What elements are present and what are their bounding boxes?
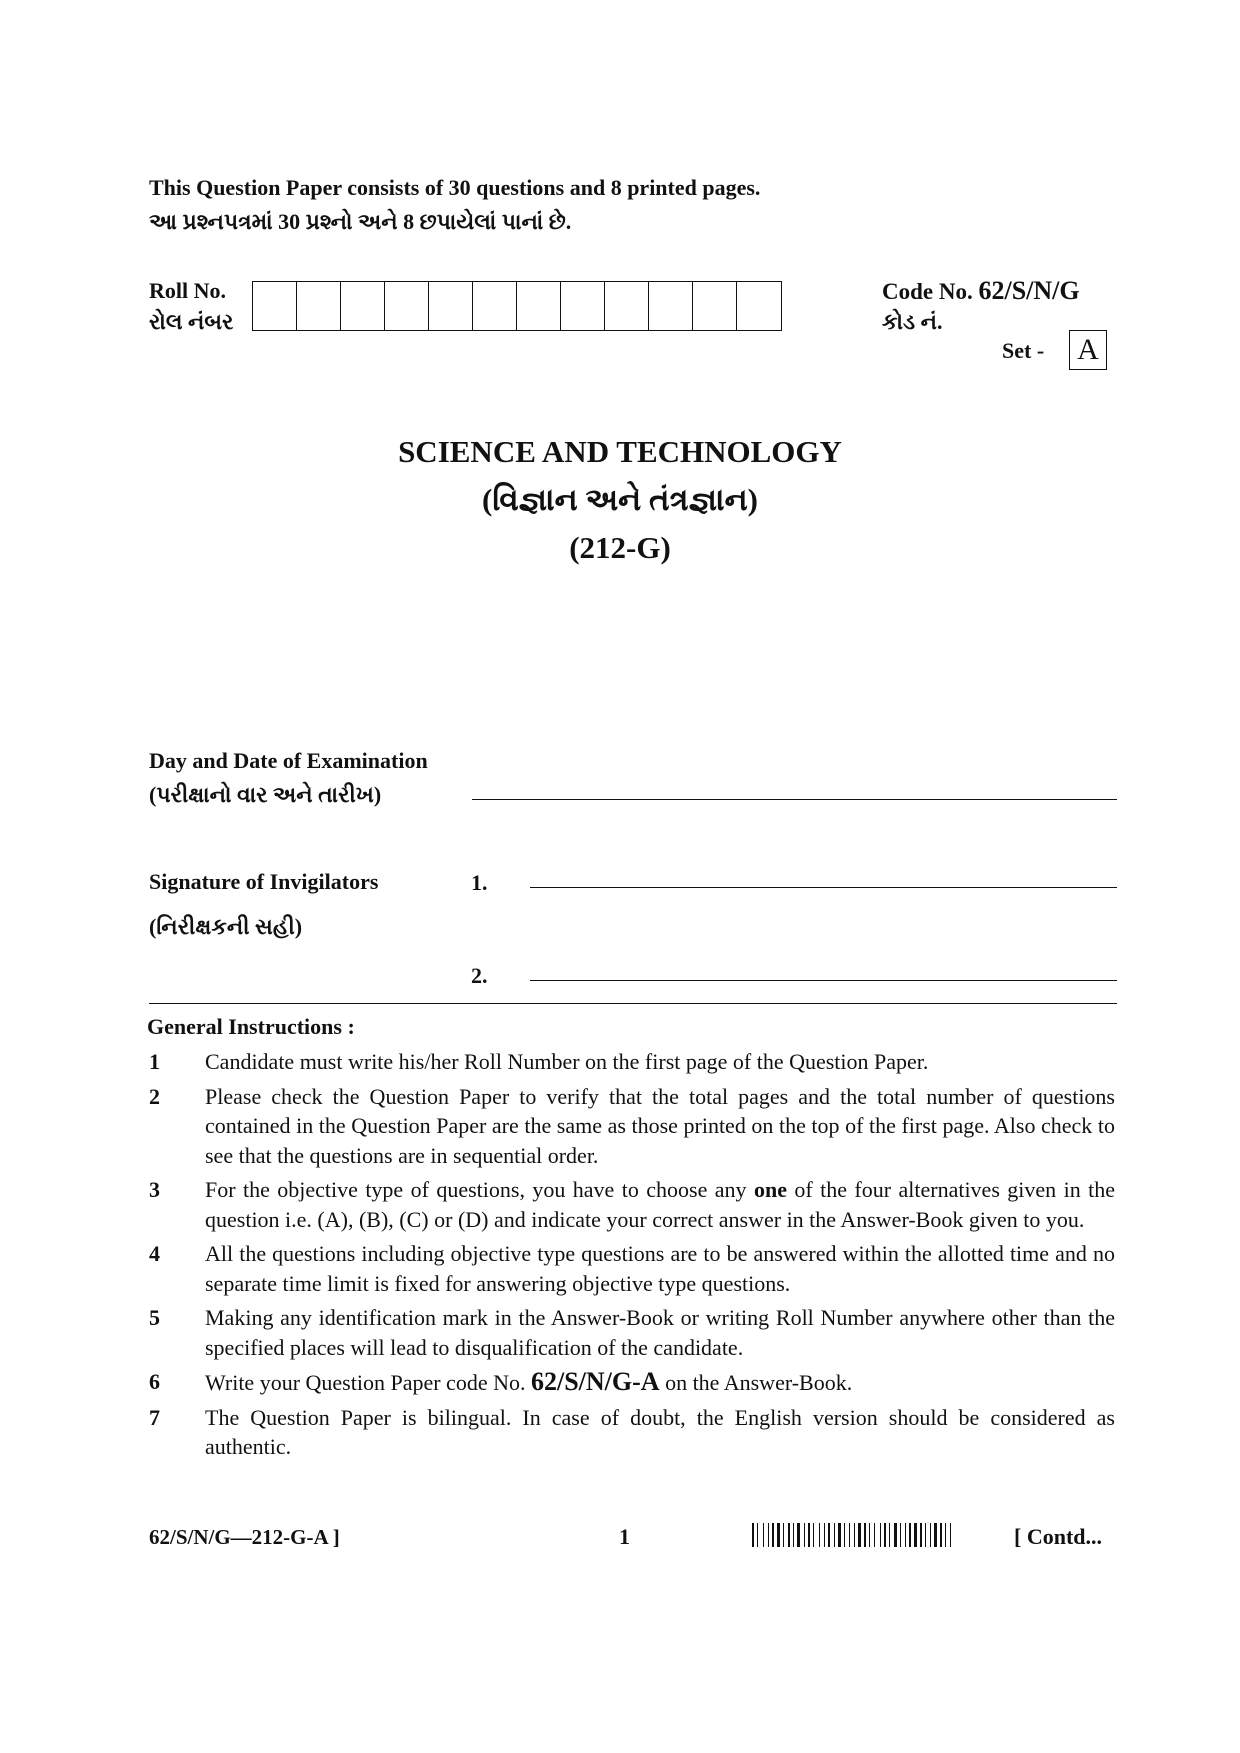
- barcode-bar: [757, 1523, 758, 1547]
- roll-box[interactable]: [649, 282, 693, 330]
- instruction-text: All the questions including objective type questions are to be answered within the allotted time and no separate time limit is fixed for answering objective type questions.: [205, 1241, 1115, 1296]
- barcode-bar: [918, 1523, 919, 1547]
- barcode-bar: [785, 1523, 787, 1547]
- barcode-bar: [876, 1523, 879, 1547]
- barcode-bar: [797, 1523, 800, 1547]
- instruction-item: [149, 1303, 1115, 1362]
- section-divider: [149, 1003, 1117, 1004]
- instruction-item: [149, 1367, 1115, 1398]
- roll-box[interactable]: [561, 282, 605, 330]
- barcode-bar: [874, 1523, 875, 1547]
- barcode-bar: [920, 1523, 922, 1547]
- barcode-bar: [775, 1523, 776, 1547]
- barcode-bar: [846, 1523, 848, 1547]
- roll-box[interactable]: [517, 282, 561, 330]
- roll-label-en: Roll No.: [149, 278, 226, 303]
- barcode-bar: [834, 1523, 835, 1547]
- instruction-text: [205, 1175, 1115, 1234]
- barcode-bar: [793, 1523, 794, 1547]
- barcode-bar: [795, 1523, 796, 1547]
- barcode-bar: [842, 1523, 843, 1547]
- instructions-heading: General Instructions :: [147, 1014, 355, 1039]
- paper-summary-en: This Question Paper consists of 30 questions and 8 printed pages.: [149, 175, 761, 200]
- barcode-bar: [806, 1523, 807, 1547]
- instruction-text-part: For the objective type of questions, you have to choose any: [205, 1177, 754, 1202]
- set-box: [1069, 330, 1107, 370]
- roll-box[interactable]: [737, 282, 781, 330]
- barcode-bar: [801, 1523, 803, 1547]
- set-label: Set -: [1002, 338, 1045, 363]
- instruction-text: The Question Paper is bilingual. In case of doubt, the English version should be considered as authentic.: [205, 1404, 1115, 1459]
- barcode-bar: [768, 1523, 769, 1547]
- roll-label-gu: રોલ નંબર: [149, 309, 234, 334]
- instruction-item: [149, 1175, 1115, 1234]
- roll-number-boxes[interactable]: [252, 281, 782, 331]
- barcode-bar: [765, 1523, 767, 1547]
- exam-date-label-gu: (પરીક્ષાનો વાર અને તારીખ): [149, 782, 382, 807]
- barcode-bar: [864, 1523, 866, 1547]
- barcode-bar: [772, 1523, 774, 1547]
- barcode-bar: [763, 1523, 764, 1547]
- barcode-bar: [867, 1523, 868, 1547]
- barcode-bar: [821, 1523, 823, 1547]
- barcode-bar: [869, 1523, 870, 1547]
- barcode-bar: [894, 1523, 897, 1547]
- invigilator-1-line[interactable]: [530, 887, 1117, 888]
- barcode-bar: [828, 1523, 830, 1547]
- barcode-bar: [914, 1523, 917, 1547]
- barcode-bar: [824, 1523, 825, 1547]
- barcode-bar: [838, 1523, 841, 1547]
- barcode-bar: [815, 1523, 818, 1547]
- barcode-bar: [804, 1523, 805, 1547]
- instruction-emphasis: one: [753, 1177, 787, 1202]
- barcode-bar: [884, 1523, 886, 1547]
- barcode-bar: [849, 1523, 850, 1547]
- barcode-bar: [759, 1523, 762, 1547]
- barcode-bar: [900, 1523, 901, 1547]
- barcode-bar: [826, 1523, 827, 1547]
- barcode-bar: [755, 1523, 756, 1547]
- barcode-bar: [947, 1523, 949, 1547]
- code-label-gu: કોડ નં.: [882, 309, 943, 334]
- barcode-image: [752, 1523, 989, 1547]
- barcode-bar: [808, 1523, 810, 1547]
- code-label: Code No.: [882, 279, 973, 304]
- barcode-bar: [770, 1523, 771, 1547]
- instruction-item: [149, 1047, 1115, 1077]
- barcode-bar: [938, 1523, 939, 1547]
- barcode-bar: [930, 1523, 931, 1547]
- instruction-number: 1: [149, 1049, 160, 1074]
- instruction-number: 7: [149, 1404, 160, 1430]
- code-value: 62/S/N/G: [978, 276, 1080, 305]
- barcode-bar: [791, 1523, 792, 1547]
- barcode-bar: [925, 1523, 926, 1547]
- instruction-text: Please check the Question Paper to verify that the total pages and the total number of questions contained in the Question Paper are the same as those printed on the top of the first page. Also check to see that the questions are in sequential order.: [205, 1083, 1115, 1168]
- invigilator-1-number: 1.: [471, 870, 488, 895]
- barcode-bar: [950, 1523, 951, 1547]
- barcode-bar: [856, 1523, 857, 1547]
- barcode-bar: [831, 1523, 833, 1547]
- roll-box[interactable]: [385, 282, 429, 330]
- instruction-text-part: Write your Question Paper code No.: [205, 1370, 531, 1395]
- barcode-bar: [912, 1523, 913, 1547]
- barcode-bar: [783, 1523, 784, 1547]
- exam-date-label-en: Day and Date of Examination: [149, 748, 428, 773]
- set-value: A: [1077, 333, 1099, 366]
- instruction-text-part: on the Answer-Book.: [659, 1370, 853, 1395]
- barcode-bar: [945, 1523, 946, 1547]
- barcode-bar: [836, 1523, 837, 1547]
- instruction-text: Making any identification mark in the Answer-Book or writing Roll Number anywhere other than the specified places will lead to disqualification of the candidate.: [205, 1305, 1115, 1360]
- footer-code: 62/S/N/G—212-G-A ]: [149, 1525, 340, 1549]
- barcode-bar: [907, 1523, 908, 1547]
- roll-box[interactable]: [473, 282, 517, 330]
- answer-book-code: 62/S/N/G-A: [530, 1367, 660, 1396]
- barcode-bar: [923, 1523, 924, 1547]
- roll-box[interactable]: [297, 282, 341, 330]
- barcode-bar: [813, 1523, 814, 1547]
- barcode-bar: [927, 1523, 929, 1547]
- barcode-bar: [777, 1523, 780, 1547]
- instruction-text-part: of the four alternatives given in the question i.e. (A), (B), (C) or (D) and indicate your correct answer in the Answer-Book given to you.: [205, 1177, 1115, 1232]
- instruction-number: 2: [149, 1083, 160, 1109]
- barcode-bar: [880, 1523, 881, 1547]
- barcode-bar: [932, 1523, 933, 1547]
- instruction-item: [149, 1239, 1115, 1298]
- invigilator-2-number: 2.: [471, 963, 488, 988]
- barcode-bar: [902, 1523, 904, 1547]
- barcode-bar: [882, 1523, 883, 1547]
- exam-date-line[interactable]: [472, 799, 1117, 800]
- roll-box[interactable]: [253, 282, 297, 330]
- barcode-bar: [889, 1523, 890, 1547]
- barcode-bar: [891, 1523, 893, 1547]
- page-number: 1: [619, 1524, 630, 1549]
- barcode-bar: [943, 1523, 944, 1547]
- continued-label: [ Contd...: [1014, 1524, 1103, 1549]
- instruction-item: [149, 1403, 1115, 1462]
- barcode-bar: [819, 1523, 820, 1547]
- barcode-bar: [909, 1523, 911, 1547]
- barcode-bar: [851, 1523, 853, 1547]
- instruction-number: 4: [149, 1241, 160, 1266]
- barcode-bar: [858, 1523, 861, 1547]
- page-title: SCIENCE AND TECHNOLOGY: [398, 434, 842, 469]
- roll-box[interactable]: [429, 282, 473, 330]
- barcode-bar: [898, 1523, 899, 1547]
- invigilator-label-en: Signature of Invigilators: [149, 869, 379, 894]
- instructions-list: [149, 1047, 1115, 1467]
- barcode-bar: [940, 1523, 942, 1547]
- instruction-text: [205, 1367, 1115, 1398]
- roll-box[interactable]: [341, 282, 385, 330]
- barcode-bar: [871, 1523, 873, 1547]
- instruction-number: 3: [149, 1177, 160, 1202]
- barcode-bar: [854, 1523, 855, 1547]
- barcode-bar: [934, 1523, 937, 1547]
- barcode-bar: [887, 1523, 888, 1547]
- barcode-bar: [905, 1523, 906, 1547]
- roll-box[interactable]: [693, 282, 737, 330]
- barcode-bar: [811, 1523, 812, 1547]
- instruction-item: [149, 1082, 1115, 1171]
- barcode-bar: [788, 1523, 790, 1547]
- barcode-bar: [862, 1523, 863, 1547]
- barcode-bar: [752, 1523, 754, 1547]
- paper-summary-gu: આ પ્રશ્નપત્રમાં 30 પ્રશ્નો અને 8 છપાયેલાં પાનાં છે.: [149, 209, 572, 234]
- instruction-number: 5: [149, 1305, 160, 1330]
- page-title-gu: (વિજ્ઞાન અને તંત્રજ્ઞાન): [482, 482, 758, 517]
- code-block: [882, 276, 1080, 307]
- invigilator-2-line[interactable]: [530, 980, 1117, 981]
- subject-code: (212-G): [569, 530, 671, 565]
- instruction-number: 6: [149, 1369, 160, 1394]
- roll-box[interactable]: [605, 282, 649, 330]
- barcode-bar: [844, 1523, 845, 1547]
- invigilator-label-gu: (નિરીક્ષકની સહી): [149, 914, 303, 939]
- barcode-bar: [781, 1523, 782, 1547]
- instruction-text: Candidate must write his/her Roll Number on the first page of the Question Paper.: [205, 1049, 929, 1074]
